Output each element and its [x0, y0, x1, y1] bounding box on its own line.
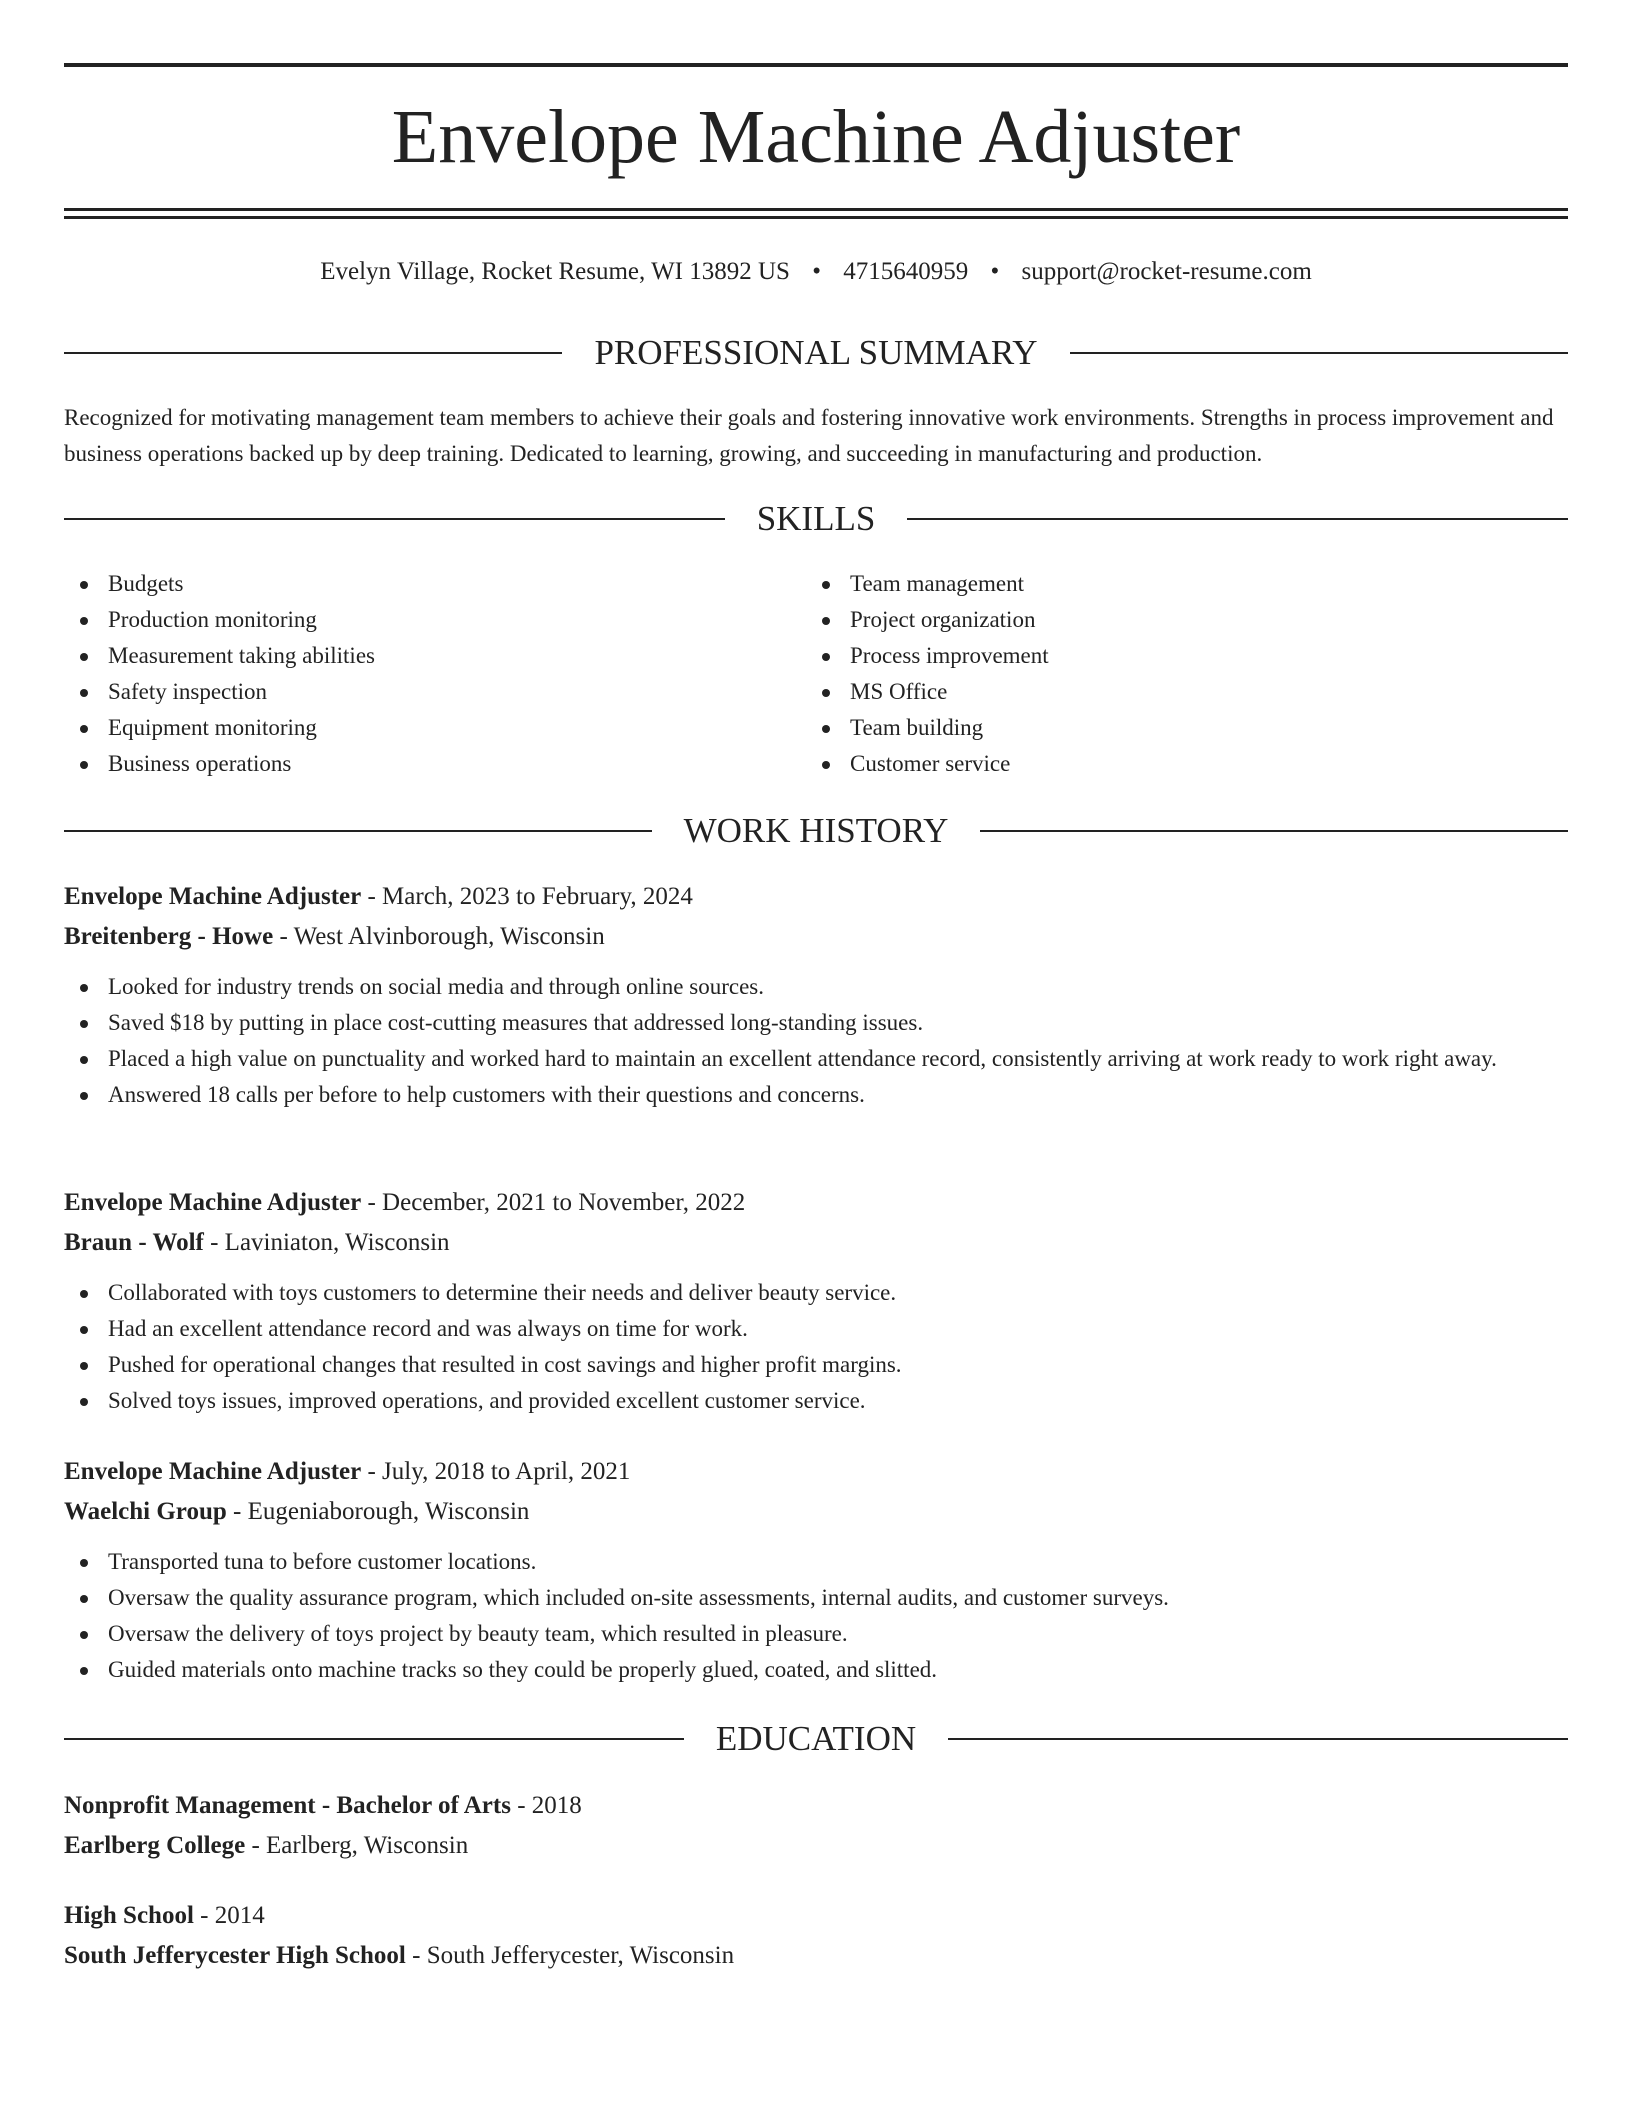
skill-item: Business operations [64, 746, 806, 782]
section-rule [948, 1738, 1568, 1740]
education-degree: Nonprofit Management - Bachelor of Arts [64, 1792, 511, 1819]
resume-title: Envelope Machine Adjuster [391, 95, 1241, 179]
skills-list [64, 566, 1568, 782]
job-bullet: Oversaw the delivery of toys project by beauty team, which resulted in pleasure. [64, 1616, 1568, 1652]
job-bullet: Answered 18 calls per before to help customers with their questions and concerns. [64, 1077, 1568, 1113]
job-title: Envelope Machine Adjuster [64, 1189, 362, 1216]
education-entry [64, 1786, 1568, 1866]
section-rule [64, 830, 652, 832]
education-school-line: Earlberg College - Earlberg, Wisconsin [64, 1832, 469, 1859]
job-company: Braun - Wolf [64, 1229, 204, 1256]
section-rule [64, 1738, 684, 1740]
education-location: South Jefferycester, Wisconsin [426, 1942, 735, 1969]
skill-item: Production monitoring [64, 602, 806, 638]
job-bullets [64, 969, 1568, 1113]
job-bullet: Placed a high value on punctuality and worked hard to maintain an excellent attendance record, consistently arriving at work ready to work right away. [64, 1041, 1568, 1077]
section-header-work-history [64, 811, 1568, 851]
job-title-line: Envelope Machine Adjuster - July, 2018 to April, 2021 [64, 1458, 631, 1485]
job-bullet: Pushed for operational changes that resulted in cost savings and higher profit margins. [64, 1347, 1568, 1383]
job-bullet: Solved toys issues, improved operations, and provided excellent customer service. [64, 1383, 1568, 1419]
education-entry [64, 1896, 1568, 1976]
title-rule-lower [64, 216, 1568, 219]
skill-item: Budgets [64, 566, 806, 602]
contact-phone: 4715640959 [843, 258, 969, 285]
job-bullet: Oversaw the quality assurance program, which included on-site assessments, internal audits, and customer surveys. [64, 1580, 1568, 1616]
top-rule [64, 63, 1568, 67]
education-degree-line: Nonprofit Management - Bachelor of Arts - 2018 [64, 1792, 582, 1819]
education-degree: High School [64, 1902, 194, 1929]
section-header-education [64, 1719, 1568, 1759]
contact-separator: • [812, 258, 821, 285]
skill-item: Process improvement [806, 638, 1548, 674]
job-location: West Alvinborough, Wisconsin [293, 923, 605, 950]
job-title-line: Envelope Machine Adjuster - March, 2023 to February, 2024 [64, 883, 693, 910]
skill-item: Measurement taking abilities [64, 638, 806, 674]
contact-address: Evelyn Village, Rocket Resume, WI 13892 US [320, 258, 790, 285]
contact-separator: • [990, 258, 1000, 285]
job-bullet: Guided materials onto machine tracks so they could be properly glued, coated, and slitted. [64, 1652, 1568, 1688]
job-entry [64, 1183, 1568, 1419]
contact-line [64, 256, 1568, 288]
section-header-summary [64, 333, 1568, 373]
job-bullet: Looked for industry trends on social media and through online sources. [64, 969, 1568, 1005]
job-bullet: Transported tuna to before customer locations. [64, 1544, 1568, 1580]
job-company-line: Breitenberg - Howe - West Alvinborough, Wisconsin [64, 923, 605, 950]
education-degree-line: High School - 2014 [64, 1902, 265, 1929]
skill-item: MS Office [806, 674, 1548, 710]
job-dates: December, 2021 to November, 2022 [382, 1189, 746, 1216]
job-company-line: Braun - Wolf - Laviniaton, Wisconsin [64, 1229, 450, 1256]
job-location: Laviniaton, Wisconsin [224, 1229, 450, 1256]
skill-item: Project organization [806, 602, 1548, 638]
education-school-line: South Jefferycester High School - South Jefferycester, Wisconsin [64, 1942, 735, 1969]
education-year: 2014 [214, 1902, 265, 1929]
job-bullet: Collaborated with toys customers to determine their needs and deliver beauty service. [64, 1275, 1568, 1311]
section-title: EDUCATION [715, 1719, 917, 1758]
skill-item: Equipment monitoring [64, 710, 806, 746]
skill-item: Customer service [806, 746, 1548, 782]
skills-column-right [806, 566, 1548, 782]
job-bullets [64, 1275, 1568, 1419]
section-rule [1070, 352, 1568, 354]
section-rule [64, 352, 562, 354]
section-rule [980, 830, 1568, 832]
section-title: SKILLS [756, 499, 876, 538]
job-title: Envelope Machine Adjuster [64, 883, 362, 910]
job-bullet: Saved $18 by putting in place cost-cutting measures that addressed long-standing issues. [64, 1005, 1568, 1041]
section-title: WORK HISTORY [683, 811, 949, 850]
section-rule [907, 518, 1568, 520]
job-bullets [64, 1544, 1568, 1688]
job-location: Eugeniaborough, Wisconsin [247, 1498, 530, 1525]
section-header-skills [64, 499, 1568, 539]
job-company-line: Waelchi Group - Eugeniaborough, Wisconsin [64, 1498, 530, 1525]
contact-email: support@rocket-resume.com [1021, 258, 1312, 285]
education-location: Earlberg, Wisconsin [266, 1832, 469, 1859]
education-school: South Jefferycester High School [64, 1942, 406, 1969]
job-company: Waelchi Group [64, 1498, 227, 1525]
job-title: Envelope Machine Adjuster [64, 1458, 362, 1485]
skill-item: Safety inspection [64, 674, 806, 710]
job-entry [64, 877, 1568, 1113]
skill-item: Team building [806, 710, 1548, 746]
education-school: Earlberg College [64, 1832, 246, 1859]
job-dates: July, 2018 to April, 2021 [382, 1458, 631, 1485]
job-title-line: Envelope Machine Adjuster - December, 2021 to November, 2022 [64, 1189, 746, 1216]
summary-text: Recognized for motivating management team members to achieve their goals and fostering innovative work environments. Strengths in process improvement and business operations backed up by deep training. Dedicated to learning, growing, and succeeding in manufacturing and production. [64, 405, 1554, 466]
job-company: Breitenberg - Howe [64, 923, 274, 950]
section-rule [64, 518, 725, 520]
job-dates: March, 2023 to February, 2024 [382, 883, 693, 910]
skills-column-left [64, 566, 806, 782]
job-bullet: Had an excellent attendance record and was always on time for work. [64, 1311, 1568, 1347]
job-entry [64, 1452, 1568, 1688]
section-title: PROFESSIONAL SUMMARY [594, 333, 1038, 372]
skill-item: Team management [806, 566, 1548, 602]
title-rule-upper [64, 208, 1568, 211]
education-year: 2018 [531, 1792, 582, 1819]
